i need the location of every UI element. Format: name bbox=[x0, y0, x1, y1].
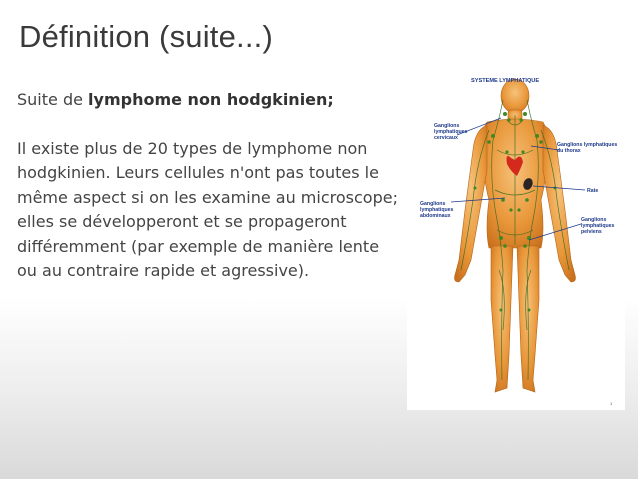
label-thorax-nodes: Ganglions lymphatiques du thorax bbox=[557, 142, 618, 154]
label-pelvic-nodes: Ganglions lymphatiques pelviens bbox=[581, 217, 615, 235]
figure-title: SYSTEME LYMPHATIQUE bbox=[471, 78, 540, 84]
label-cervical-nodes: Ganglions lymphatiques cervicaux bbox=[434, 123, 468, 141]
slide-title: Définition (suite...) bbox=[19, 19, 274, 54]
intro-line bbox=[17, 88, 402, 113]
label-spleen: Rate bbox=[587, 188, 599, 194]
slide-body bbox=[17, 88, 402, 284]
figure-page-number: 1 bbox=[610, 401, 613, 406]
body-figure-drawing bbox=[407, 70, 625, 410]
lymphatic-system-illustration bbox=[407, 70, 625, 410]
body-paragraph: Il existe plus de 20 types de lymphome non hodgkinien. Leurs cellules n'ont pas toutes le même aspect si on les examine au microscope; elles se développeront et se propageront différemment (par exemple de manière lente ou au contraire rapide et agressive). bbox=[17, 138, 398, 280]
intro-prefix: Suite de bbox=[17, 90, 89, 109]
intro-bold: lymphome non hodgkinien; bbox=[88, 90, 334, 109]
label-abdominal-nodes: Ganglions lymphatiques abdominaux bbox=[420, 201, 454, 219]
